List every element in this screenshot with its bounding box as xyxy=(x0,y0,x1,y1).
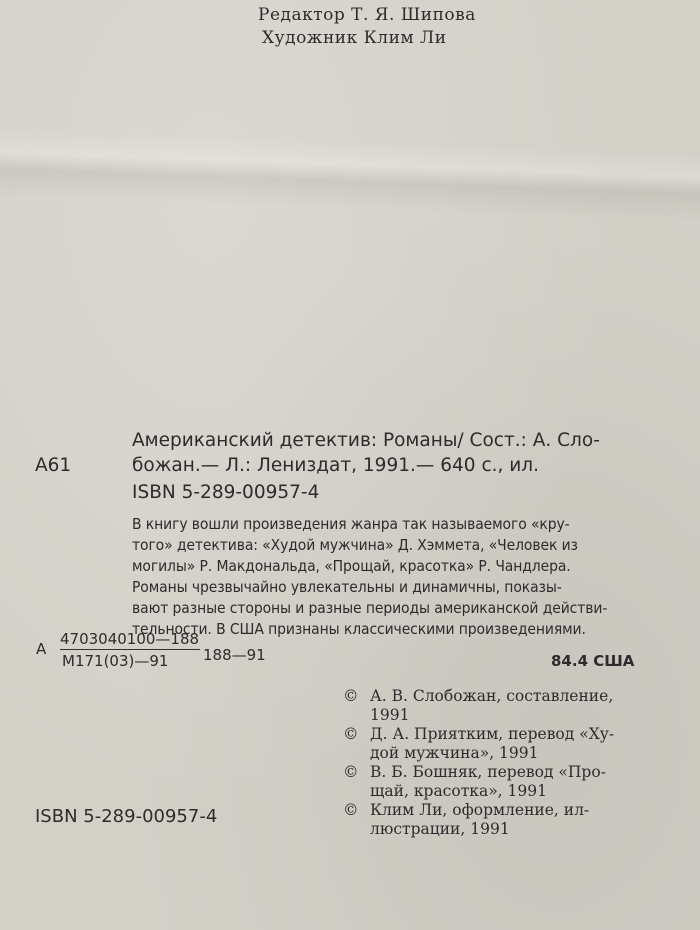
catalog-isbn: ISBN 5-289-00957-4 xyxy=(132,482,320,503)
copyright-entry-line: люстрации, 1991 xyxy=(370,820,510,838)
paper-fold xyxy=(0,128,700,222)
footer-isbn: ISBN 5-289-00957-4 xyxy=(35,806,218,827)
annotation-line: вают разные стороны и разные периоды американской действи- xyxy=(132,599,608,617)
annotation-line: того» детектива: «Худой мужчина» Д. Хэммета, «Человек из xyxy=(132,536,578,554)
copyright-entry-line: В. Б. Бошняк, перевод «Про- xyxy=(370,763,606,781)
copyright-entry-line: Клим Ли, оформление, ил- xyxy=(370,801,590,819)
editor-credit: Редактор Т. Я. Шипова xyxy=(258,5,476,25)
copyright-entry-line: Д. А. Приятким, перевод «Ху- xyxy=(370,725,615,743)
book-title-line-2: божан.— Л.: Лениздат, 1991.— 640 с., ил. xyxy=(132,455,539,476)
copyright-symbol: © xyxy=(343,763,359,781)
code-numerator: 4703040100—188 xyxy=(60,630,200,648)
annotation-line: Романы чрезвычайно увлекательны и динамичны, показы- xyxy=(132,578,562,596)
code-denominator: М171(03)—91 xyxy=(62,652,169,670)
copyright-entry-line: дой мужчина», 1991 xyxy=(370,744,539,762)
bbk-code: 84.4 США xyxy=(551,652,635,670)
annotation-line: В книгу вошли произведения жанра так называемого «кру- xyxy=(132,515,570,533)
annotation-line: могилы» Р. Макдональда, «Прощай, красотка» Р. Чандлера. xyxy=(132,557,571,575)
code-prefix: А xyxy=(36,640,47,658)
copyright-symbol: © xyxy=(343,725,359,743)
copyright-symbol: © xyxy=(343,687,359,705)
code-suffix: 188—91 xyxy=(203,646,266,664)
copyright-entry-line: 1991 xyxy=(370,706,410,724)
copyright-entry-line: А. В. Слобожан, составление, xyxy=(370,687,614,705)
copyright-symbol: © xyxy=(343,801,359,819)
copyright-entry-line: щай, красотка», 1991 xyxy=(370,782,547,800)
catalog-index: А61 xyxy=(35,455,72,476)
annotation-line: тельности. В США признаны классическими произведениями. xyxy=(132,620,586,638)
artist-credit: Художник Клим Ли xyxy=(262,28,447,48)
book-title-line-1: Американский детектив: Романы/ Сост.: А. Сло- xyxy=(132,430,600,451)
